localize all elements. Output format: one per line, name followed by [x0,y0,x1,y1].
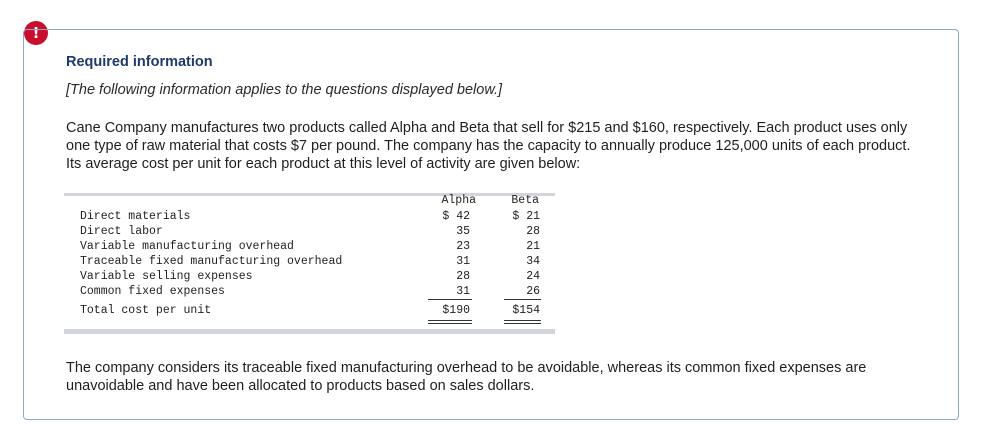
total-double-rule-alpha-bottom [428,323,472,324]
row-label: Direct materials [80,210,191,223]
total-label: Total cost per unit [80,304,212,317]
table-row [64,254,555,269]
beta-value: $ 21 [512,210,540,223]
alpha-value: 31 [456,285,470,298]
beta-value: 21 [526,240,540,253]
table-row [64,284,555,299]
alpha-total: $190 [442,304,470,317]
card-intro-paragraph: Cane Company manufactures two products called Alpha and Beta that sell for $215 and $160, respectively. Each product uses only one type of raw material that costs $7 per pound. The company has the capacity to annually produce 125,000 units of each product. Its average cost per unit for each product at this level of activity are given below: [66,120,911,172]
alpha-value: 35 [456,225,470,238]
alpha-value: 28 [456,270,470,283]
table-row [64,209,555,224]
alpha-value: 23 [456,240,470,253]
beta-value: 24 [526,270,540,283]
required-information-card [23,29,959,420]
table-row [64,224,555,239]
beta-value: 28 [526,225,540,238]
column-header-beta: Beta [511,194,539,207]
row-label: Variable selling expenses [80,270,253,283]
table-top-bar [64,193,555,196]
card-closing-paragraph: The company considers its traceable fixed manufacturing overhead to be avoidable, whereas its common fixed expenses are unavoidable and have been allocated to products based on sales dollars. [66,360,867,394]
row-label: Variable manufacturing overhead [80,240,294,253]
total-double-rule-beta-bottom [504,323,541,324]
card-note: [The following information applies to the questions displayed below.] [66,82,503,98]
row-label: Common fixed expenses [80,285,225,298]
alpha-value: 31 [456,255,470,268]
row-label: Traceable fixed manufacturing overhead [80,255,343,268]
subtotal-rule-beta [504,299,541,300]
cost-per-unit-table [64,193,555,335]
total-double-rule-alpha-top [428,320,472,321]
table-row [64,239,555,254]
column-header-alpha: Alpha [441,194,476,207]
row-label: Direct labor [80,225,163,238]
alpha-value: $ 42 [442,210,470,223]
beta-value: 26 [526,285,540,298]
subtotal-rule-alpha [428,299,472,300]
table-bottom-bar [64,329,555,334]
table-row [64,269,555,284]
beta-total: $154 [512,304,540,317]
alert-icon: ! [24,21,48,45]
total-double-rule-beta-top [504,320,541,321]
table-total-row [64,303,555,318]
beta-value: 34 [526,255,540,268]
card-title: Required information [66,54,213,70]
